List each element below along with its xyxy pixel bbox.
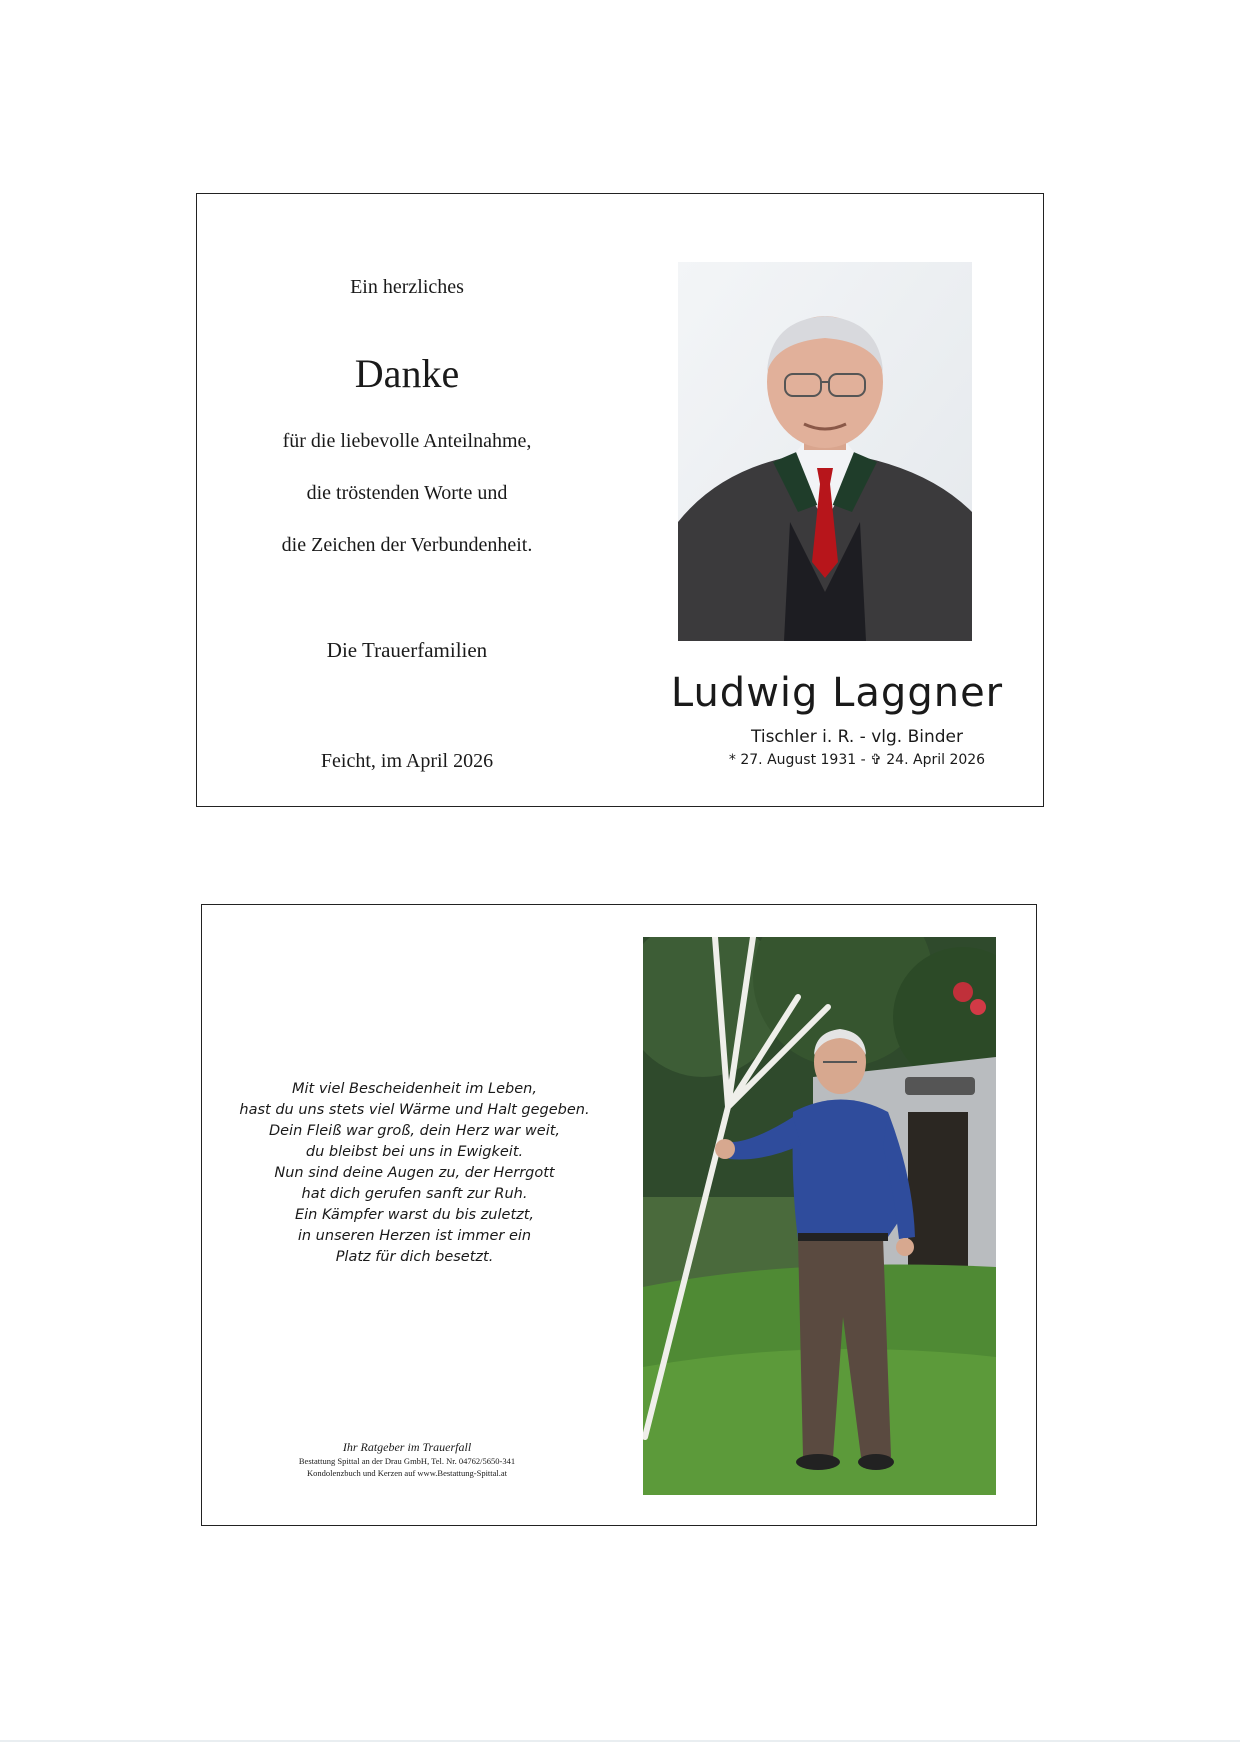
portrait-photo	[678, 262, 972, 641]
funeral-home-brand: Ihr Ratgeber im Trauerfall	[342, 1440, 472, 1454]
memorial-poem	[202, 1079, 627, 1268]
funeral-home-footer	[242, 1440, 572, 1479]
poem-line: Platz für dich besetzt.	[335, 1249, 494, 1265]
thank-you-card	[196, 193, 1044, 807]
funeral-home-contact: Bestattung Spittal an der Drau GmbH, Tel. Nr. 04762/5650-341	[298, 1456, 516, 1466]
memorial-card	[201, 904, 1037, 1526]
thanks-line-3: die Zeichen der Verbundenheit.	[281, 534, 533, 556]
garden-photo	[643, 937, 996, 1495]
poem-line: hast du uns stets viel Wärme und Halt gegeben.	[239, 1102, 590, 1118]
place-date: Feicht, im April 2026	[320, 750, 494, 772]
condolence-info: Kondolenzbuch und Kerzen auf www.Bestattung-Spittal.at	[306, 1468, 508, 1478]
portrait-photo-image	[678, 262, 972, 641]
poem-line: Mit viel Bescheidenheit im Leben,	[292, 1081, 537, 1097]
page-edge	[0, 1740, 1240, 1742]
deceased-name: Ludwig Laggner	[670, 670, 1004, 716]
poem-line: in unseren Herzen ist immer ein	[297, 1228, 532, 1244]
thanks-line-1: für die liebevolle Anteilnahme,	[282, 430, 532, 452]
thanks-heading: Danke	[354, 351, 460, 396]
signature: Die Trauerfamilien	[326, 638, 488, 662]
poem-line: Ein Kämpfer warst du bis zuletzt,	[294, 1207, 535, 1223]
profession: Tischler i. R. - vlg. Binder	[750, 727, 963, 747]
garden-photo-image	[643, 937, 996, 1495]
poem-line: hat dich gerufen sanft zur Ruh.	[301, 1186, 528, 1202]
poem-line: Nun sind deine Augen zu, der Herrgott	[274, 1165, 555, 1181]
intro-text: Ein herzliches	[350, 276, 464, 298]
thanks-line-2: die tröstenden Worte und	[306, 482, 508, 504]
poem-line: du bleibst bei uns in Ewigkeit.	[305, 1144, 524, 1160]
poem-line: Dein Fleiß war groß, dein Herz war weit,	[268, 1123, 561, 1139]
life-dates: * 27. August 1931 - ✞ 24. April 2026	[728, 752, 986, 768]
